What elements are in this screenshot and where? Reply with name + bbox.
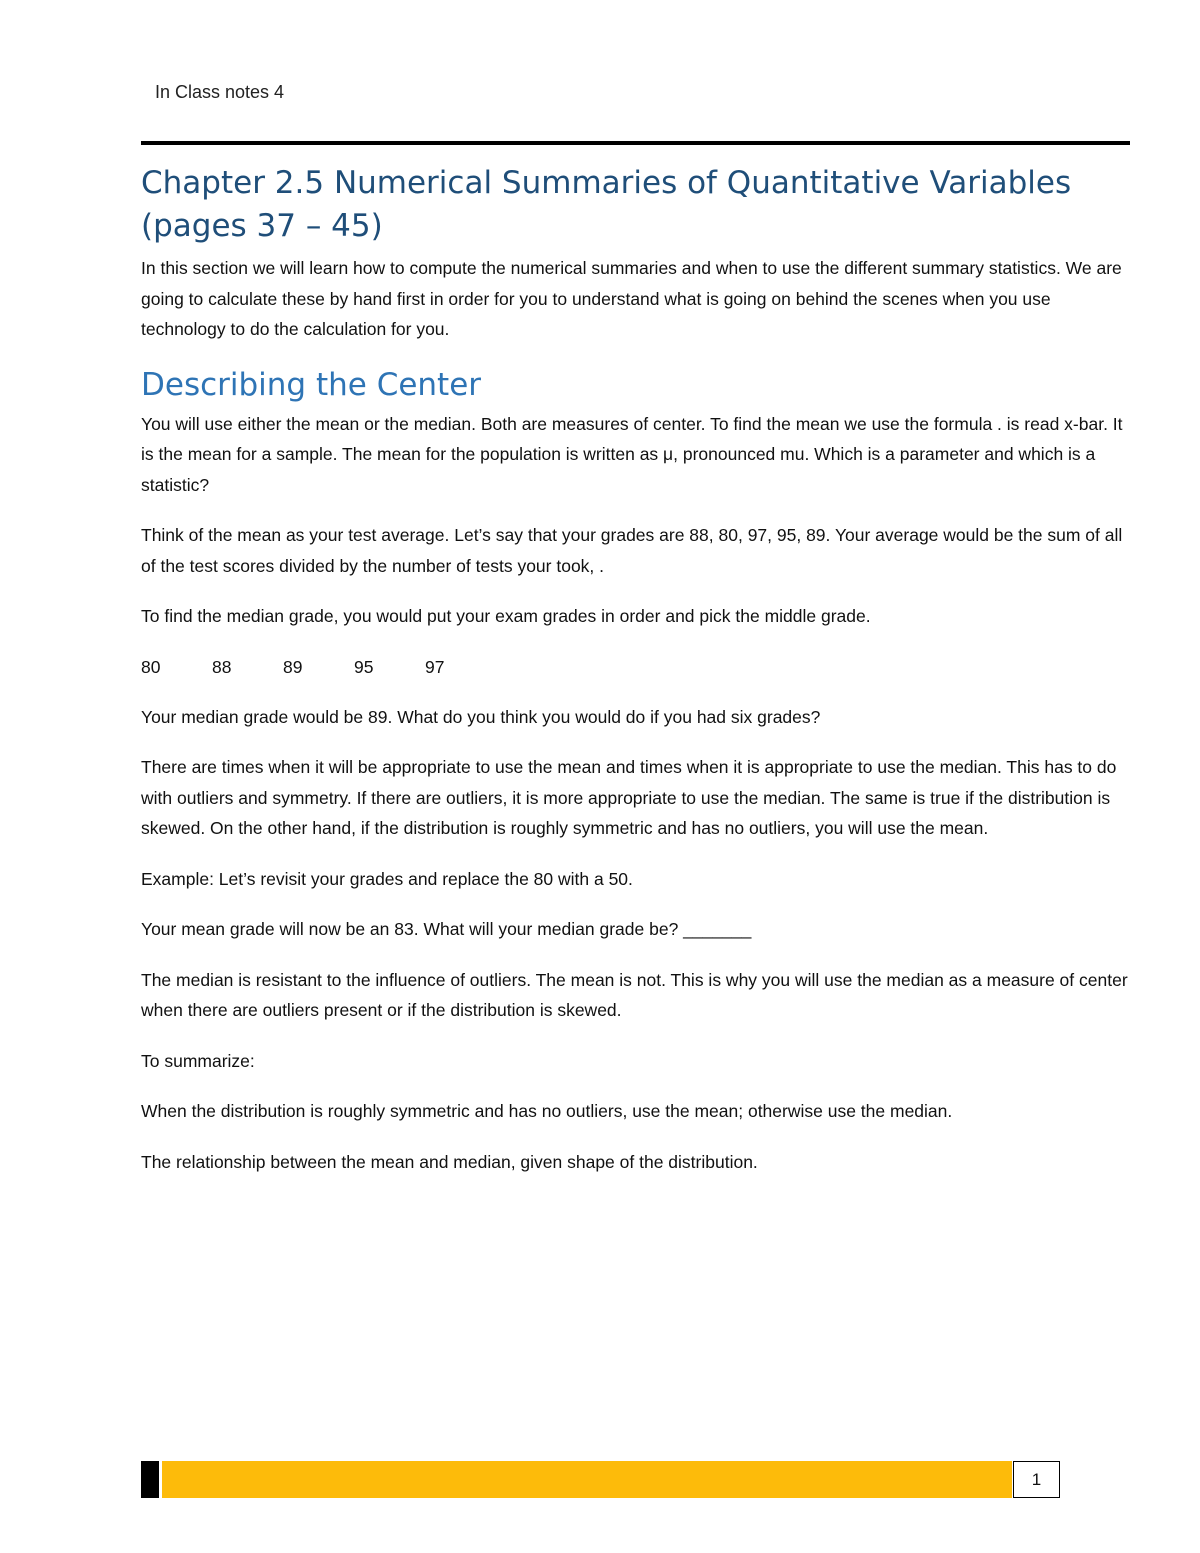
paragraph-summary-rule: When the distribution is roughly symmetric and has no outliers, use the mean; otherwise use the median. — [141, 1101, 953, 1121]
chapter-title: Chapter 2.5 Numerical Summaries of Quantitative Variables (pages 37 – 45) — [141, 165, 1072, 244]
header-rule — [141, 141, 1130, 145]
footer-accent-bar — [162, 1461, 1012, 1498]
paragraph-resistance: The median is resistant to the influence of outliers. The mean is not. This is why you will use the median as a measure of center when there are outliers present or if the distribution is skewed. — [141, 969, 1128, 1020]
paragraph-median-result: Your median grade would be 89. What do you think you would do if you had six grades? — [141, 706, 821, 727]
grade-value: 97 — [425, 656, 445, 677]
grade-value: 80 — [141, 656, 161, 677]
page-number: 1 — [1013, 1461, 1060, 1498]
ordered-grades-list — [141, 652, 1131, 682]
running-header: In Class notes 4 — [155, 82, 285, 102]
paragraph-outliers-symmetry: There are times when it will be appropriate to use the mean and times when it is appropriate to use the median. This has to do with outliers and symmetry. If there are outliers, it is more appropriate to use the median. The same is true if the distribution is skewed. On the other hand, if the distribution is roughly symmetric and has no outliers, you will use the mean. — [141, 757, 1117, 838]
paragraph-median-instruction: To find the median grade, you would put your exam grades in order and pick the middle grade. — [141, 606, 871, 626]
paragraph-example: Example: Let’s revisit your grades and replace the 80 with a 50. — [141, 868, 633, 889]
grade-value: 95 — [354, 656, 374, 677]
grade-value: 89 — [283, 656, 303, 677]
section-title: Describing the Center — [141, 366, 482, 403]
chapter-intro: In this section we will learn how to compute the numerical summaries and when to use the different summary statistics. We are going to calculate these by hand first in order for you to understand what is going on behind the scenes when you use technology to do the calculation for you. — [141, 258, 1122, 339]
paragraph-relationship: The relationship between the mean and median, given shape of the distribution. — [141, 1151, 758, 1172]
paragraph-test-average: Think of the mean as your test average. Let’s say that your grades are 88, 80, 97, 95, 89. Your average would be the sum of all of the test scores divided by the number of tests your took, . — [141, 525, 1123, 576]
footer-black-block — [141, 1461, 159, 1498]
paragraph-center-measures: You will use either the mean or the median. Both are measures of center. To find the mean we use the formula . is read x-bar. It is the mean for a sample. The mean for the population is written as μ, pronounced mu. Which is a parameter and which is a statistic? — [141, 413, 1123, 495]
grade-value: 88 — [212, 656, 232, 677]
paragraph-mean-question: Your mean grade will now be an 83. What will your median grade be? _______ — [141, 919, 752, 939]
page-footer — [141, 1461, 1060, 1498]
paragraph-summarize-label: To summarize: — [141, 1050, 255, 1071]
document-body — [141, 162, 1131, 1197]
